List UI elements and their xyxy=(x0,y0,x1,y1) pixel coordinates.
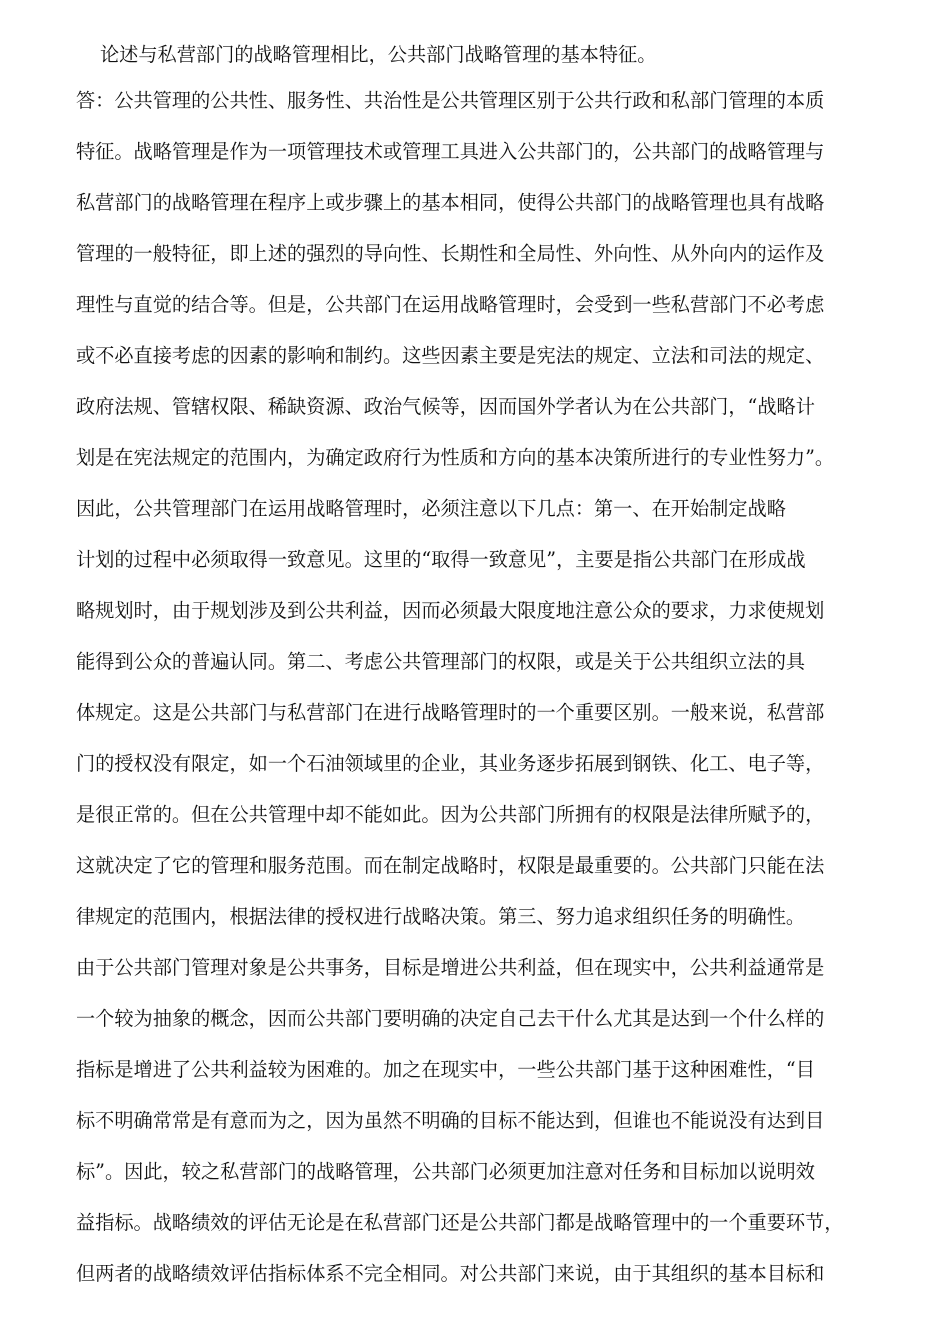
answer-line: 略规划时，由于规划涉及到公共利益，因而必须最大限度地注意公众的要求，力求使规划 xyxy=(76,599,825,622)
answer-line: 划是在宪法规定的范围内，为确定政府行为性质和方向的基本决策所进行的专业性努力”。 xyxy=(76,446,835,469)
question-heading: 论述与私营部门的战略管理相比，公共部门战略管理的基本特征。 xyxy=(100,43,657,66)
answer-line: 益指标。战略绩效的评估无论是在私营部门还是公共部门都是战略管理中的一个重要环节， xyxy=(76,1211,844,1234)
answer-line: 门的授权没有限定，如一个石油领域里的企业，其业务逐步拓展到钢铁、化工、电子等， xyxy=(76,752,825,775)
answer-line: 体规定。这是公共部门与私营部门在进行战略管理时的一个重要区别。一般来说，私营部 xyxy=(76,701,825,724)
answer-line: 律规定的范围内，根据法律的授权进行战略决策。第三、努力追求组织任务的明确性。 xyxy=(76,905,806,928)
answer-line: 或不必直接考虑的因素的影响和制约。这些因素主要是宪法的规定、立法和司法的规定、 xyxy=(76,344,825,367)
answer-line: 是很正常的。但在公共管理中却不能如此。因为公共部门所拥有的权限是法律所赋予的， xyxy=(76,803,825,826)
answer-line: 政府法规、管辖权限、稀缺资源、政治气候等，因而国外学者认为在公共部门，“战略计 xyxy=(76,395,815,418)
answer-line: 这就决定了它的管理和服务范围。而在制定战略时，权限是最重要的。公共部门只能在法 xyxy=(76,854,825,877)
answer-line: 指标是增进了公共利益较为困难的。加之在现实中，一些公共部门基于这种困难性，“目 xyxy=(76,1058,815,1081)
answer-line: 标”。因此，较之私营部门的战略管理，公共部门必须更加注意对任务和目标加以说明效 xyxy=(76,1160,815,1183)
answer-line: 特征。战略管理是作为一项管理技术或管理工具进入公共部门的，公共部门的战略管理与 xyxy=(76,140,825,163)
answer-line: 管理的一般特征，即上述的强烈的导向性、长期性和全局性、外向性、从外向内的运作及 xyxy=(76,242,825,265)
answer-line: 一个较为抽象的概念，因而公共部门要明确的决定自己去干什么尤其是达到一个什么样的 xyxy=(76,1007,825,1030)
answer-line: 理性与直觉的结合等。但是，公共部门在运用战略管理时，会受到一些私营部门不必考虑 xyxy=(76,293,825,316)
answer-line: 计划的过程中必须取得一致意见。这里的“取得一致意见”，主要是指公共部门在形成战 xyxy=(76,548,806,571)
answer-line: 标不明确常常是有意而为之，因为虽然不明确的目标不能达到，但谁也不能说没有达到目 xyxy=(76,1109,825,1132)
answer-line: 私营部门的战略管理在程序上或步骤上的基本相同，使得公共部门的战略管理也具有战略 xyxy=(76,191,825,214)
answer-line: 由于公共部门管理对象是公共事务，目标是增进公共利益，但在现实中，公共利益通常是 xyxy=(76,956,825,979)
answer-line: 因此，公共管理部门在运用战略管理时，必须注意以下几点：第一、在开始制定战略 xyxy=(76,497,786,520)
answer-line: 答：公共管理的公共性、服务性、共治性是公共管理区别于公共行政和私部门管理的本质 xyxy=(76,89,825,112)
answer-line: 但两者的战略绩效评估指标体系不完全相同。对公共部门来说，由于其组织的基本目标和 xyxy=(76,1262,825,1285)
answer-line: 能得到公众的普遍认同。第二、考虑公共管理部门的权限，或是关于公共组织立法的具 xyxy=(76,650,806,673)
